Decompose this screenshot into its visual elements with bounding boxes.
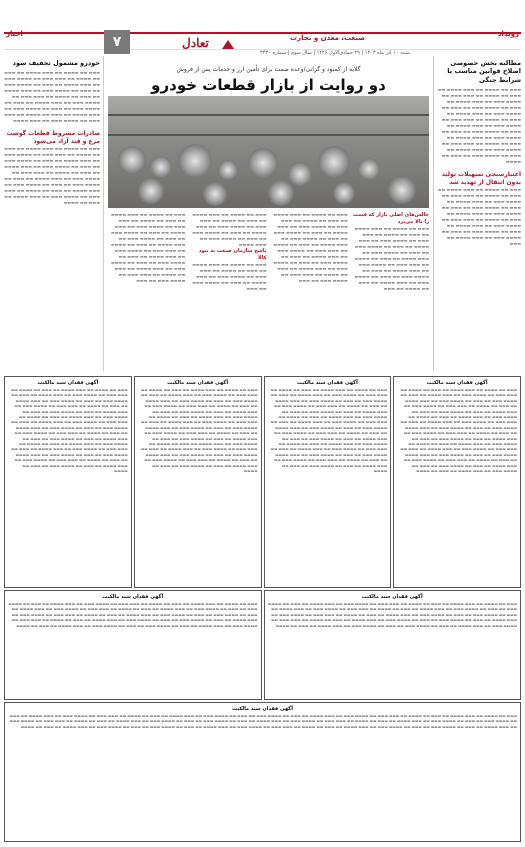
article-headline: دو روایت از بازار قطعات خودرو — [151, 76, 386, 94]
notice: آگهی فقدان سند مالکیت ▬▬▬ ▬▬ ▬▬▬▬ ▬▬ ▬▬▬ ▬▬▬▬ ▬▬ ▬▬▬ ▬▬ ▬▬▬▬ ▬▬ ▬▬▬ ▬▬▬ ▬▬ ▬▬▬▬ ▬▬▬ ▬▬ ▬▬▬ ▬▬▬▬ ▬▬ ▬▬▬ ▬▬ ▬▬▬▬ ▬▬▬ ▬▬ ▬▬▬ ▬▬ ▬▬▬▬ ▬▬▬ ▬▬ ▬▬▬ ▬▬▬▬ ▬▬ ▬▬▬ ▬▬ ▬▬▬▬ ▬▬ ▬▬▬ ▬▬▬ ▬▬ ▬▬▬▬ ▬▬▬ ▬▬ ▬▬▬ ▬▬▬▬ ▬▬ ▬▬▬ ▬▬ ▬▬▬▬ ▬▬▬ ▬▬ ▬▬▬ ▬▬ ▬▬▬▬ ▬▬▬ ▬▬ ▬▬▬ ▬▬▬▬ ▬▬ ▬▬▬ ▬▬ ▬▬▬▬ ▬▬ ▬▬▬ ▬▬▬ ▬▬ ▬▬▬▬ ▬▬▬ ▬▬ ▬▬▬ ▬▬▬▬ ▬▬ ▬▬▬ ▬▬ ▬▬▬▬ ▬▬▬ ▬▬ ▬▬▬ ▬▬ ▬▬▬▬ ▬▬▬ ▬▬ ▬▬▬ ▬▬▬▬ ▬▬ ▬▬▬ ▬▬ ▬▬▬▬ ▬▬ ▬▬▬ ▬▬▬ ▬▬ ▬▬▬▬ ▬▬▬ ▬▬ ▬▬▬ ▬▬▬▬ ▬▬ ▬▬▬ ▬▬ ▬▬▬▬ ▬▬▬ ▬▬ ▬▬▬ ▬▬ ▬▬▬▬ ▬▬▬ ▬▬ ▬▬▬ ▬▬▬▬ ▬▬ ▬▬▬ ▬▬ ▬▬▬▬ ▬▬ ▬▬▬ ▬▬▬ ▬▬ ▬▬▬▬ ▬▬▬ ▬▬ ▬▬▬ ▬▬▬▬ ▬▬ ▬▬▬ ▬▬ ▬▬▬▬ ▬▬▬ ▬▬ ▬▬▬ ▬▬ ▬▬▬▬ ▬▬▬ ▬▬ ▬▬▬ ▬▬▬▬ ▬▬ ▬▬▬ ▬▬ ▬▬▬▬ ▬▬ ▬▬▬ ▬▬▬ ▬▬ ▬▬▬▬ ▬▬▬ ▬▬ ▬▬▬ ▬▬▬▬ ▬▬ ▬▬▬ ▬▬ ▬▬▬▬ ▬▬▬ ▬▬ ▬▬▬ ▬▬ ▬▬▬▬ ▬▬▬ ▬▬ ▬▬▬ ▬▬▬▬ ▬▬ ▬▬▬ ▬▬ ▬▬▬▬ — [393, 376, 521, 588]
article-column: ▬▬▬ ▬▬ ▬▬▬▬ ▬▬ ▬▬▬ ▬▬▬▬ ▬▬ ▬▬▬ ▬▬ ▬▬▬▬ ▬▬ ▬▬▬ ▬▬▬ ▬▬ ▬▬▬▬ ▬▬▬ ▬▬ ▬▬▬ ▬▬▬▬ ▬▬ ▬▬▬ ▬▬ ▬▬▬▬ ▬▬▬ ▬▬ ▬▬▬ ▬▬ ▬▬▬▬ ▬▬▬ ▬▬ ▬▬▬ ▬▬▬▬ ▬▬ ▬▬▬ ▬▬ ▬▬▬▬ ▬▬ ▬▬▬ ▬▬▬ ▬▬ ▬▬▬▬ ▬▬▬ ▬▬ ▬▬▬ ▬▬▬▬ ▬▬ ▬▬▬ ▬▬ ▬▬▬▬ ▬▬▬ ▬▬ ▬▬▬ ▬▬ ▬▬▬▬ ▬▬▬ ▬▬ ▬▬▬ ▬▬▬▬ ▬▬ ▬▬▬ ▬▬ ▬▬▬▬ ▬▬ ▬▬▬ ▬▬▬ ▬▬ ▬▬▬▬ ▬▬▬ ▬▬ ▬▬▬ — [110, 212, 186, 283]
right-column — [433, 56, 521, 371]
article-column: چالش‌های اصلی بازار که قیمت را بالا می‌برد ▬▬▬ ▬▬ ▬▬▬▬ ▬▬ ▬▬▬ ▬▬▬▬ ▬▬ ▬▬▬ ▬▬ ▬▬▬▬ ▬▬ ▬▬▬ ▬▬▬ ▬▬ ▬▬▬▬ ▬▬▬ ▬▬ ▬▬▬ ▬▬▬▬ ▬▬ ▬▬▬ ▬▬ ▬▬▬▬ ▬▬▬ ▬▬ ▬▬▬ ▬▬ ▬▬▬▬ ▬▬▬ ▬▬ ▬▬▬ ▬▬▬▬ ▬▬ ▬▬▬ ▬▬ ▬▬▬▬ ▬▬ ▬▬▬ ▬▬▬ ▬▬ ▬▬▬▬ ▬▬▬ ▬▬ ▬▬▬ ▬▬▬▬ ▬▬ ▬▬▬ ▬▬ ▬▬▬▬ ▬▬▬ ▬▬ ▬▬▬ ▬▬ ▬▬▬▬ ▬▬▬ ▬▬ ▬▬▬ ▬▬▬▬ ▬▬ ▬▬▬ ▬▬ ▬▬▬▬ ▬▬ ▬▬▬ — [352, 212, 429, 291]
notice-title: آگهی فقدان سند مالکیت — [37, 380, 99, 386]
notice: آگهی فقدان سند مالکیت ▬▬▬ ▬▬ ▬▬▬▬ ▬▬ ▬▬▬ ▬▬▬▬ ▬▬ ▬▬▬ ▬▬ ▬▬▬▬ ▬▬ ▬▬▬ ▬▬▬ ▬▬ ▬▬▬▬ ▬▬▬ ▬▬ ▬▬▬ ▬▬▬▬ ▬▬ ▬▬▬ ▬▬ ▬▬▬▬ ▬▬▬ ▬▬ ▬▬▬ ▬▬ ▬▬▬▬ ▬▬▬ ▬▬ ▬▬▬ ▬▬▬▬ ▬▬ ▬▬▬ ▬▬ ▬▬▬▬ ▬▬ ▬▬▬ ▬▬▬ ▬▬ ▬▬▬▬ ▬▬▬ ▬▬ ▬▬▬ ▬▬▬▬ ▬▬ ▬▬▬ ▬▬ ▬▬▬▬ ▬▬▬ ▬▬ ▬▬▬ ▬▬ ▬▬▬▬ ▬▬▬ ▬▬ ▬▬▬ ▬▬▬▬ ▬▬ ▬▬▬ ▬▬ ▬▬▬▬ ▬▬ ▬▬▬ ▬▬▬ ▬▬ ▬▬▬▬ ▬▬▬ ▬▬ ▬▬▬ ▬▬▬▬ ▬▬ ▬▬▬ ▬▬ ▬▬▬▬ ▬▬▬ ▬▬ ▬▬▬ ▬▬ ▬▬▬▬ ▬▬▬ ▬▬ ▬▬▬ ▬▬▬▬ ▬▬ ▬▬▬ ▬▬ ▬▬▬▬ ▬▬ ▬▬▬ ▬▬▬ ▬▬ ▬▬▬▬ ▬▬▬ ▬▬ ▬▬▬ ▬▬▬▬ ▬▬ ▬▬▬ ▬▬ ▬▬▬▬ ▬▬▬ ▬▬ ▬▬▬ ▬▬ ▬▬▬▬ ▬▬▬ ▬▬ ▬▬▬ ▬▬▬▬ ▬▬ ▬▬▬ ▬▬ ▬▬▬▬ — [4, 590, 262, 700]
page-number: ۷ — [104, 30, 130, 54]
left-column-body: ▬▬▬ ▬▬ ▬▬▬▬ ▬▬ ▬▬▬ ▬▬▬▬ ▬▬ ▬▬▬ ▬▬ ▬▬▬▬ ▬▬ ▬▬▬ ▬▬▬ ▬▬ ▬▬▬▬ ▬▬▬ ▬▬ ▬▬▬ ▬▬▬▬ ▬▬ ▬▬▬ ▬▬ ▬▬▬▬ ▬▬▬ ▬▬ ▬▬▬ ▬▬ ▬▬▬▬ ▬▬▬ ▬▬ ▬▬▬ ▬▬▬▬ ▬▬ ▬▬▬ ▬▬ ▬▬▬▬ ▬▬ ▬▬▬ ▬▬▬ ▬▬ ▬▬▬▬ ▬▬▬ ▬▬ ▬▬▬ ▬▬▬▬ ▬▬ ▬▬▬ ▬▬ ▬▬▬▬ ▬▬▬ ▬▬ ▬▬▬ ▬▬ ▬▬▬▬ ▬▬▬ ▬▬ ▬▬▬ ▬▬▬▬ ▬▬ ▬▬▬ ▬▬ ▬▬▬▬ ▬▬ ▬▬▬ ▬▬▬ ▬▬ ▬▬▬▬ ▬▬▬ ▬▬ ▬▬▬ ▬▬▬▬ — [4, 70, 100, 124]
notice: آگهی فقدان سند مالکیت ▬▬▬ ▬▬ ▬▬▬▬ ▬▬ ▬▬▬ ▬▬▬▬ ▬▬ ▬▬▬ ▬▬ ▬▬▬▬ ▬▬ ▬▬▬ ▬▬▬ ▬▬ ▬▬▬▬ ▬▬▬ ▬▬ ▬▬▬ ▬▬▬▬ ▬▬ ▬▬▬ ▬▬ ▬▬▬▬ ▬▬▬ ▬▬ ▬▬▬ ▬▬ ▬▬▬▬ ▬▬▬ ▬▬ ▬▬▬ ▬▬▬▬ ▬▬ ▬▬▬ ▬▬ ▬▬▬▬ ▬▬ ▬▬▬ ▬▬▬ ▬▬ ▬▬▬▬ ▬▬▬ ▬▬ ▬▬▬ ▬▬▬▬ ▬▬ ▬▬▬ ▬▬ ▬▬▬▬ ▬▬▬ ▬▬ ▬▬▬ ▬▬ ▬▬▬▬ ▬▬▬ ▬▬ ▬▬▬ ▬▬▬▬ ▬▬ ▬▬▬ ▬▬ ▬▬▬▬ ▬▬ ▬▬▬ ▬▬▬ ▬▬ ▬▬▬▬ ▬▬▬ ▬▬ ▬▬▬ ▬▬▬▬ ▬▬ ▬▬▬ ▬▬ ▬▬▬▬ ▬▬▬ ▬▬ ▬▬▬ ▬▬ ▬▬▬▬ ▬▬▬ ▬▬ ▬▬▬ ▬▬▬▬ ▬▬ ▬▬▬ ▬▬ ▬▬▬▬ ▬▬ ▬▬▬ ▬▬▬ ▬▬ ▬▬▬▬ ▬▬▬ ▬▬ ▬▬▬ ▬▬▬▬ ▬▬ ▬▬▬ ▬▬ ▬▬▬▬ ▬▬▬ ▬▬ ▬▬▬ ▬▬ ▬▬▬▬ ▬▬▬ ▬▬ ▬▬▬ ▬▬▬▬ ▬▬ ▬▬▬ ▬▬ ▬▬▬▬ — [264, 590, 522, 700]
article-subhead: پاسخ سازمان صنعت به نبود کالا — [198, 248, 267, 261]
notice-title: آگهی فقدان سند مالکیت — [232, 706, 293, 712]
article-kicker: گلایه از کمبود و گرانی/وعده صمت برای تأمین ارز و خدمات پس از فروش — [176, 66, 361, 73]
logo: تعادل — [182, 36, 209, 50]
left-column-subtitle: صادرات مشروط قطعات گوشت مرغ و قند آزاد می‌شود — [6, 130, 100, 146]
left-corner-label: اخبار — [6, 30, 23, 38]
notice-title: آگهی فقدان سند مالکیت — [426, 380, 488, 386]
notice: آگهی فقدان سند مالکیت ▬▬▬ ▬▬ ▬▬▬▬ ▬▬ ▬▬▬ ▬▬▬▬ ▬▬ ▬▬▬ ▬▬ ▬▬▬▬ ▬▬ ▬▬▬ ▬▬▬ ▬▬ ▬▬▬▬ ▬▬▬ ▬▬ ▬▬▬ ▬▬▬▬ ▬▬ ▬▬▬ ▬▬ ▬▬▬▬ ▬▬▬ ▬▬ ▬▬▬ ▬▬ ▬▬▬▬ ▬▬▬ ▬▬ ▬▬▬ ▬▬▬▬ ▬▬ ▬▬▬ ▬▬ ▬▬▬▬ ▬▬ ▬▬▬ ▬▬▬ ▬▬ ▬▬▬▬ ▬▬▬ ▬▬ ▬▬▬ ▬▬▬▬ ▬▬ ▬▬▬ ▬▬ ▬▬▬▬ ▬▬▬ ▬▬ ▬▬▬ ▬▬ ▬▬▬▬ ▬▬▬ ▬▬ ▬▬▬ ▬▬▬▬ ▬▬ ▬▬▬ ▬▬ ▬▬▬▬ ▬▬ ▬▬▬ ▬▬▬ ▬▬ ▬▬▬▬ ▬▬▬ ▬▬ ▬▬▬ ▬▬▬▬ ▬▬ ▬▬▬ ▬▬ ▬▬▬▬ ▬▬▬ ▬▬ ▬▬▬ ▬▬ ▬▬▬▬ ▬▬▬ ▬▬ ▬▬▬ ▬▬▬▬ ▬▬ ▬▬▬ ▬▬ ▬▬▬▬ ▬▬ ▬▬▬ ▬▬▬ ▬▬ ▬▬▬▬ ▬▬▬ ▬▬ ▬▬▬ ▬▬▬▬ ▬▬ ▬▬▬ ▬▬ ▬▬▬▬ ▬▬▬ ▬▬ ▬▬▬ ▬▬ ▬▬▬▬ ▬▬▬ ▬▬ ▬▬▬ ▬▬▬▬ ▬▬ ▬▬▬ ▬▬ ▬▬▬▬ ▬▬ ▬▬▬ ▬▬▬ ▬▬ ▬▬▬▬ ▬▬▬ ▬▬ ▬▬▬ ▬▬▬▬ ▬▬ ▬▬▬ ▬▬ ▬▬▬▬ ▬▬▬ ▬▬ ▬▬▬ ▬▬ ▬▬▬▬ ▬▬▬ ▬▬ ▬▬▬ ▬▬▬▬ ▬▬ ▬▬▬ ▬▬ ▬▬▬▬ — [4, 702, 521, 842]
auto-parts-photo — [108, 96, 429, 208]
left-column-title: خودرو مشمول تخفیف سود — [12, 59, 100, 67]
left-column — [4, 56, 104, 371]
notice: آگهی فقدان سند مالکیت ▬▬▬ ▬▬ ▬▬▬▬ ▬▬ ▬▬▬ ▬▬▬▬ ▬▬ ▬▬▬ ▬▬ ▬▬▬▬ ▬▬ ▬▬▬ ▬▬▬ ▬▬ ▬▬▬▬ ▬▬▬ ▬▬ ▬▬▬ ▬▬▬▬ ▬▬ ▬▬▬ ▬▬ ▬▬▬▬ ▬▬▬ ▬▬ ▬▬▬ ▬▬ ▬▬▬▬ ▬▬▬ ▬▬ ▬▬▬ ▬▬▬▬ ▬▬ ▬▬▬ ▬▬ ▬▬▬▬ ▬▬ ▬▬▬ ▬▬▬ ▬▬ ▬▬▬▬ ▬▬▬ ▬▬ ▬▬▬ ▬▬▬▬ ▬▬ ▬▬▬ ▬▬ ▬▬▬▬ ▬▬▬ ▬▬ ▬▬▬ ▬▬ ▬▬▬▬ ▬▬▬ ▬▬ ▬▬▬ ▬▬▬▬ ▬▬ ▬▬▬ ▬▬ ▬▬▬▬ ▬▬ ▬▬▬ ▬▬▬ ▬▬ ▬▬▬▬ ▬▬▬ ▬▬ ▬▬▬ ▬▬▬▬ ▬▬ ▬▬▬ ▬▬ ▬▬▬▬ ▬▬▬ ▬▬ ▬▬▬ ▬▬ ▬▬▬▬ ▬▬▬ ▬▬ ▬▬▬ ▬▬▬▬ ▬▬ ▬▬▬ ▬▬ ▬▬▬▬ ▬▬ ▬▬▬ ▬▬▬ ▬▬ ▬▬▬▬ ▬▬▬ ▬▬ ▬▬▬ ▬▬▬▬ ▬▬ ▬▬▬ ▬▬ ▬▬▬▬ ▬▬▬ ▬▬ ▬▬▬ ▬▬ ▬▬▬▬ ▬▬▬ ▬▬ ▬▬▬ ▬▬▬▬ ▬▬ ▬▬▬ ▬▬ ▬▬▬▬ ▬▬ ▬▬▬ ▬▬▬ ▬▬ ▬▬▬▬ ▬▬▬ ▬▬ ▬▬▬ ▬▬▬▬ ▬▬ ▬▬▬ ▬▬ ▬▬▬▬ ▬▬▬ ▬▬ ▬▬▬ ▬▬ ▬▬▬▬ ▬▬▬ ▬▬ ▬▬▬ ▬▬▬▬ ▬▬ ▬▬▬ ▬▬ ▬▬▬▬ ▬▬ ▬▬▬ ▬▬▬ ▬▬ ▬▬▬▬ ▬▬▬ ▬▬ ▬▬▬ ▬▬▬▬ ▬▬ ▬▬▬ ▬▬ ▬▬▬▬ ▬▬▬ ▬▬ ▬▬▬ ▬▬ ▬▬▬▬ — [134, 376, 262, 588]
notice-title: آگهی فقدان سند مالکیت — [296, 380, 358, 386]
article-column: ▬▬▬ ▬▬ ▬▬▬▬ ▬▬ ▬▬▬ ▬▬▬▬ ▬▬ ▬▬▬ ▬▬ ▬▬▬▬ ▬▬ ▬▬▬ ▬▬▬ ▬▬ ▬▬▬▬ ▬▬▬ ▬▬ ▬▬▬ ▬▬▬▬ ▬▬ ▬▬▬ ▬▬ ▬▬▬▬ ▬▬▬ ▬▬ ▬▬▬ ▬▬ ▬▬▬▬ ▬▬▬ ▬▬ ▬▬▬ ▬▬▬▬ پاسخ سازمان صنعت به نبود کالا ▬▬▬ ▬▬ ▬▬▬▬ ▬▬ ▬▬▬ ▬▬▬▬ ▬▬ ▬▬▬ ▬▬ ▬▬▬▬ ▬▬ ▬▬▬ ▬▬▬ ▬▬ ▬▬▬▬ ▬▬▬ ▬▬ ▬▬▬ ▬▬▬▬ ▬▬ ▬▬▬ ▬▬ ▬▬▬▬ ▬▬▬ ▬▬ ▬▬▬ — [189, 212, 266, 371]
left-column-body-2: ▬▬▬ ▬▬ ▬▬▬▬ ▬▬ ▬▬▬ ▬▬▬▬ ▬▬ ▬▬▬ ▬▬ ▬▬▬▬ ▬▬ ▬▬▬ ▬▬▬ ▬▬ ▬▬▬▬ ▬▬▬ ▬▬ ▬▬▬ ▬▬▬▬ ▬▬ ▬▬▬ ▬▬ ▬▬▬▬ ▬▬▬ ▬▬ ▬▬▬ ▬▬ ▬▬▬▬ ▬▬▬ ▬▬ ▬▬▬ ▬▬▬▬ ▬▬ ▬▬▬ ▬▬ ▬▬▬▬ ▬▬ ▬▬▬ ▬▬▬ ▬▬ ▬▬▬▬ ▬▬▬ ▬▬ ▬▬▬ ▬▬▬▬ ▬▬ ▬▬▬ ▬▬ ▬▬▬▬ ▬▬▬ ▬▬ ▬▬▬ ▬▬ ▬▬▬▬ ▬▬▬ ▬▬ ▬▬▬ ▬▬▬▬ ▬▬ ▬▬▬ ▬▬ ▬▬▬▬ ▬▬ ▬▬▬ ▬▬▬ ▬▬ ▬▬▬▬ ▬▬▬ ▬▬ ▬▬▬ ▬▬▬▬ ▬▬ ▬▬▬ ▬▬ ▬▬▬▬ — [4, 146, 100, 206]
notice-title: آگهی فقدان سند مالکیت — [167, 380, 229, 386]
notice-title: آگهی فقدان سند مالکیت — [361, 594, 423, 600]
notice: آگهی فقدان سند مالکیت ▬▬▬ ▬▬ ▬▬▬▬ ▬▬ ▬▬▬ ▬▬▬▬ ▬▬ ▬▬▬ ▬▬ ▬▬▬▬ ▬▬ ▬▬▬ ▬▬▬ ▬▬ ▬▬▬▬ ▬▬▬ ▬▬ ▬▬▬ ▬▬▬▬ ▬▬ ▬▬▬ ▬▬ ▬▬▬▬ ▬▬▬ ▬▬ ▬▬▬ ▬▬ ▬▬▬▬ ▬▬▬ ▬▬ ▬▬▬ ▬▬▬▬ ▬▬ ▬▬▬ ▬▬ ▬▬▬▬ ▬▬ ▬▬▬ ▬▬▬ ▬▬ ▬▬▬▬ ▬▬▬ ▬▬ ▬▬▬ ▬▬▬▬ ▬▬ ▬▬▬ ▬▬ ▬▬▬▬ ▬▬▬ ▬▬ ▬▬▬ ▬▬ ▬▬▬▬ ▬▬▬ ▬▬ ▬▬▬ ▬▬▬▬ ▬▬ ▬▬▬ ▬▬ ▬▬▬▬ ▬▬ ▬▬▬ ▬▬▬ ▬▬ ▬▬▬▬ ▬▬▬ ▬▬ ▬▬▬ ▬▬▬▬ ▬▬ ▬▬▬ ▬▬ ▬▬▬▬ ▬▬▬ ▬▬ ▬▬▬ ▬▬ ▬▬▬▬ ▬▬▬ ▬▬ ▬▬▬ ▬▬▬▬ ▬▬ ▬▬▬ ▬▬ ▬▬▬▬ ▬▬ ▬▬▬ ▬▬▬ ▬▬ ▬▬▬▬ ▬▬▬ ▬▬ ▬▬▬ ▬▬▬▬ ▬▬ ▬▬▬ ▬▬ ▬▬▬▬ ▬▬▬ ▬▬ ▬▬▬ ▬▬ ▬▬▬▬ ▬▬▬ ▬▬ ▬▬▬ ▬▬▬▬ ▬▬ ▬▬▬ ▬▬ ▬▬▬▬ ▬▬ ▬▬▬ ▬▬▬ ▬▬ ▬▬▬▬ ▬▬▬ ▬▬ ▬▬▬ ▬▬▬▬ ▬▬ ▬▬▬ ▬▬ ▬▬▬▬ ▬▬▬ ▬▬ ▬▬▬ ▬▬ ▬▬▬▬ ▬▬▬ ▬▬ ▬▬▬ ▬▬▬▬ ▬▬ ▬▬▬ ▬▬ ▬▬▬▬ ▬▬ ▬▬▬ ▬▬▬ ▬▬ ▬▬▬▬ ▬▬▬ ▬▬ ▬▬▬ ▬▬▬▬ ▬▬ ▬▬▬ ▬▬ ▬▬▬▬ ▬▬▬ ▬▬ ▬▬▬ ▬▬ ▬▬▬▬ — [4, 376, 132, 588]
article-subhead: چالش‌های اصلی بازار که قیمت را بالا می‌برد — [352, 212, 429, 225]
right-column-subtitle: اعتبارسنجی تسهیلات تولید بدون انتقال از تهدید شد — [441, 171, 521, 187]
notice: آگهی فقدان سند مالکیت ▬▬▬ ▬▬ ▬▬▬▬ ▬▬ ▬▬▬ ▬▬▬▬ ▬▬ ▬▬▬ ▬▬ ▬▬▬▬ ▬▬ ▬▬▬ ▬▬▬ ▬▬ ▬▬▬▬ ▬▬▬ ▬▬ ▬▬▬ ▬▬▬▬ ▬▬ ▬▬▬ ▬▬ ▬▬▬▬ ▬▬▬ ▬▬ ▬▬▬ ▬▬ ▬▬▬▬ ▬▬▬ ▬▬ ▬▬▬ ▬▬▬▬ ▬▬ ▬▬▬ ▬▬ ▬▬▬▬ ▬▬ ▬▬▬ ▬▬▬ ▬▬ ▬▬▬▬ ▬▬▬ ▬▬ ▬▬▬ ▬▬▬▬ ▬▬ ▬▬▬ ▬▬ ▬▬▬▬ ▬▬▬ ▬▬ ▬▬▬ ▬▬ ▬▬▬▬ ▬▬▬ ▬▬ ▬▬▬ ▬▬▬▬ ▬▬ ▬▬▬ ▬▬ ▬▬▬▬ ▬▬ ▬▬▬ ▬▬▬ ▬▬ ▬▬▬▬ ▬▬▬ ▬▬ ▬▬▬ ▬▬▬▬ ▬▬ ▬▬▬ ▬▬ ▬▬▬▬ ▬▬▬ ▬▬ ▬▬▬ ▬▬ ▬▬▬▬ ▬▬▬ ▬▬ ▬▬▬ ▬▬▬▬ ▬▬ ▬▬▬ ▬▬ ▬▬▬▬ ▬▬ ▬▬▬ ▬▬▬ ▬▬ ▬▬▬▬ ▬▬▬ ▬▬ ▬▬▬ ▬▬▬▬ ▬▬ ▬▬▬ ▬▬ ▬▬▬▬ ▬▬▬ ▬▬ ▬▬▬ ▬▬ ▬▬▬▬ ▬▬▬ ▬▬ ▬▬▬ ▬▬▬▬ ▬▬ ▬▬▬ ▬▬ ▬▬▬▬ ▬▬ ▬▬▬ ▬▬▬ ▬▬ ▬▬▬▬ ▬▬▬ ▬▬ ▬▬▬ ▬▬▬▬ ▬▬ ▬▬▬ ▬▬ ▬▬▬▬ ▬▬▬ ▬▬ ▬▬▬ ▬▬ ▬▬▬▬ ▬▬▬ ▬▬ ▬▬▬ ▬▬▬▬ ▬▬ ▬▬▬ ▬▬ ▬▬▬▬ ▬▬ ▬▬▬ ▬▬▬ ▬▬ ▬▬▬▬ ▬▬▬ ▬▬ ▬▬▬ ▬▬▬▬ ▬▬ ▬▬▬ ▬▬ ▬▬▬▬ ▬▬▬ ▬▬ ▬▬▬ ▬▬ ▬▬▬▬ — [264, 376, 392, 588]
article-body — [108, 212, 429, 371]
notice-title: آگهی فقدان سند مالکیت — [102, 594, 164, 600]
section-name: صنعت، معدن و تجارت — [290, 34, 365, 42]
header-bar — [4, 32, 521, 50]
issue-line: شنبه ۱۰ آذر ماه ۱۴۰۳ | ۲۹ جمادی‌الاول ۱۴۴۶ | سال سوم | شماره ۳۴۳۰ — [260, 50, 410, 56]
right-column-title: مطالبه بخش خصوصی اصلاح قوانین مناسب با شرایط جنگی — [447, 59, 521, 84]
right-corner-label: رویداد — [497, 30, 519, 38]
main-article — [108, 56, 429, 371]
right-column-body: ▬▬▬ ▬▬ ▬▬▬▬ ▬▬ ▬▬▬ ▬▬▬▬ ▬▬ ▬▬▬ ▬▬ ▬▬▬▬ ▬▬ ▬▬▬ ▬▬▬ ▬▬ ▬▬▬▬ ▬▬▬ ▬▬ ▬▬▬ ▬▬▬▬ ▬▬ ▬▬▬ ▬▬ ▬▬▬▬ ▬▬▬ ▬▬ ▬▬▬ ▬▬ ▬▬▬▬ ▬▬▬ ▬▬ ▬▬▬ ▬▬▬▬ ▬▬ ▬▬▬ ▬▬ ▬▬▬▬ ▬▬ ▬▬▬ ▬▬▬ ▬▬ ▬▬▬▬ ▬▬▬ ▬▬ ▬▬▬ ▬▬▬▬ ▬▬ ▬▬▬ ▬▬ ▬▬▬▬ ▬▬▬ ▬▬ ▬▬▬ ▬▬ ▬▬▬▬ ▬▬▬ ▬▬ ▬▬▬ ▬▬▬▬ ▬▬ ▬▬▬ ▬▬ ▬▬▬▬ ▬▬ ▬▬▬ ▬▬▬ ▬▬ ▬▬▬▬ ▬▬▬ ▬▬ ▬▬▬ ▬▬▬▬ ▬▬ ▬▬▬ ▬▬ ▬▬▬▬ ▬▬▬ ▬▬ ▬▬▬ ▬▬ ▬▬▬▬ — [437, 87, 521, 165]
logo-triangle-icon — [222, 40, 234, 49]
legal-notices — [4, 376, 521, 842]
right-column-body-2: ▬▬▬ ▬▬ ▬▬▬▬ ▬▬ ▬▬▬ ▬▬▬▬ ▬▬ ▬▬▬ ▬▬ ▬▬▬▬ ▬▬ ▬▬▬ ▬▬▬ ▬▬ ▬▬▬▬ ▬▬▬ ▬▬ ▬▬▬ ▬▬▬▬ ▬▬ ▬▬▬ ▬▬ ▬▬▬▬ ▬▬▬ ▬▬ ▬▬▬ ▬▬ ▬▬▬▬ ▬▬▬ ▬▬ ▬▬▬ ▬▬▬▬ ▬▬ ▬▬▬ ▬▬ ▬▬▬▬ ▬▬ ▬▬▬ ▬▬▬ ▬▬ ▬▬▬▬ ▬▬▬ ▬▬ ▬▬▬ ▬▬▬▬ ▬▬ ▬▬▬ ▬▬ ▬▬▬▬ ▬▬▬ ▬▬ ▬▬▬ ▬▬ ▬▬▬▬ ▬▬▬ ▬▬ ▬▬▬ ▬▬▬▬ ▬▬ ▬▬▬ — [437, 186, 521, 246]
article-column: ▬▬▬ ▬▬ ▬▬▬▬ ▬▬ ▬▬▬ ▬▬▬▬ ▬▬ ▬▬▬ ▬▬ ▬▬▬▬ ▬▬ ▬▬▬ ▬▬▬ ▬▬ ▬▬▬▬ ▬▬▬ ▬▬ ▬▬▬ ▬▬▬▬ ▬▬ ▬▬▬ ▬▬ ▬▬▬▬ ▬▬▬ ▬▬ ▬▬▬ ▬▬ ▬▬▬▬ ▬▬▬ ▬▬ ▬▬▬ ▬▬▬▬ ▬▬ ▬▬▬ ▬▬ ▬▬▬▬ ▬▬ ▬▬▬ ▬▬▬ ▬▬ ▬▬▬▬ ▬▬▬ ▬▬ ▬▬▬ ▬▬▬▬ ▬▬ ▬▬▬ ▬▬ ▬▬▬▬ ▬▬▬ ▬▬ ▬▬▬ ▬▬ ▬▬▬▬ ▬▬▬ ▬▬ ▬▬▬ ▬▬▬▬ ▬▬ ▬▬▬ ▬▬ ▬▬▬▬ ▬▬ ▬▬▬ ▬▬▬ ▬▬ ▬▬▬▬ ▬▬▬ ▬▬ ▬▬▬ — [273, 212, 348, 283]
